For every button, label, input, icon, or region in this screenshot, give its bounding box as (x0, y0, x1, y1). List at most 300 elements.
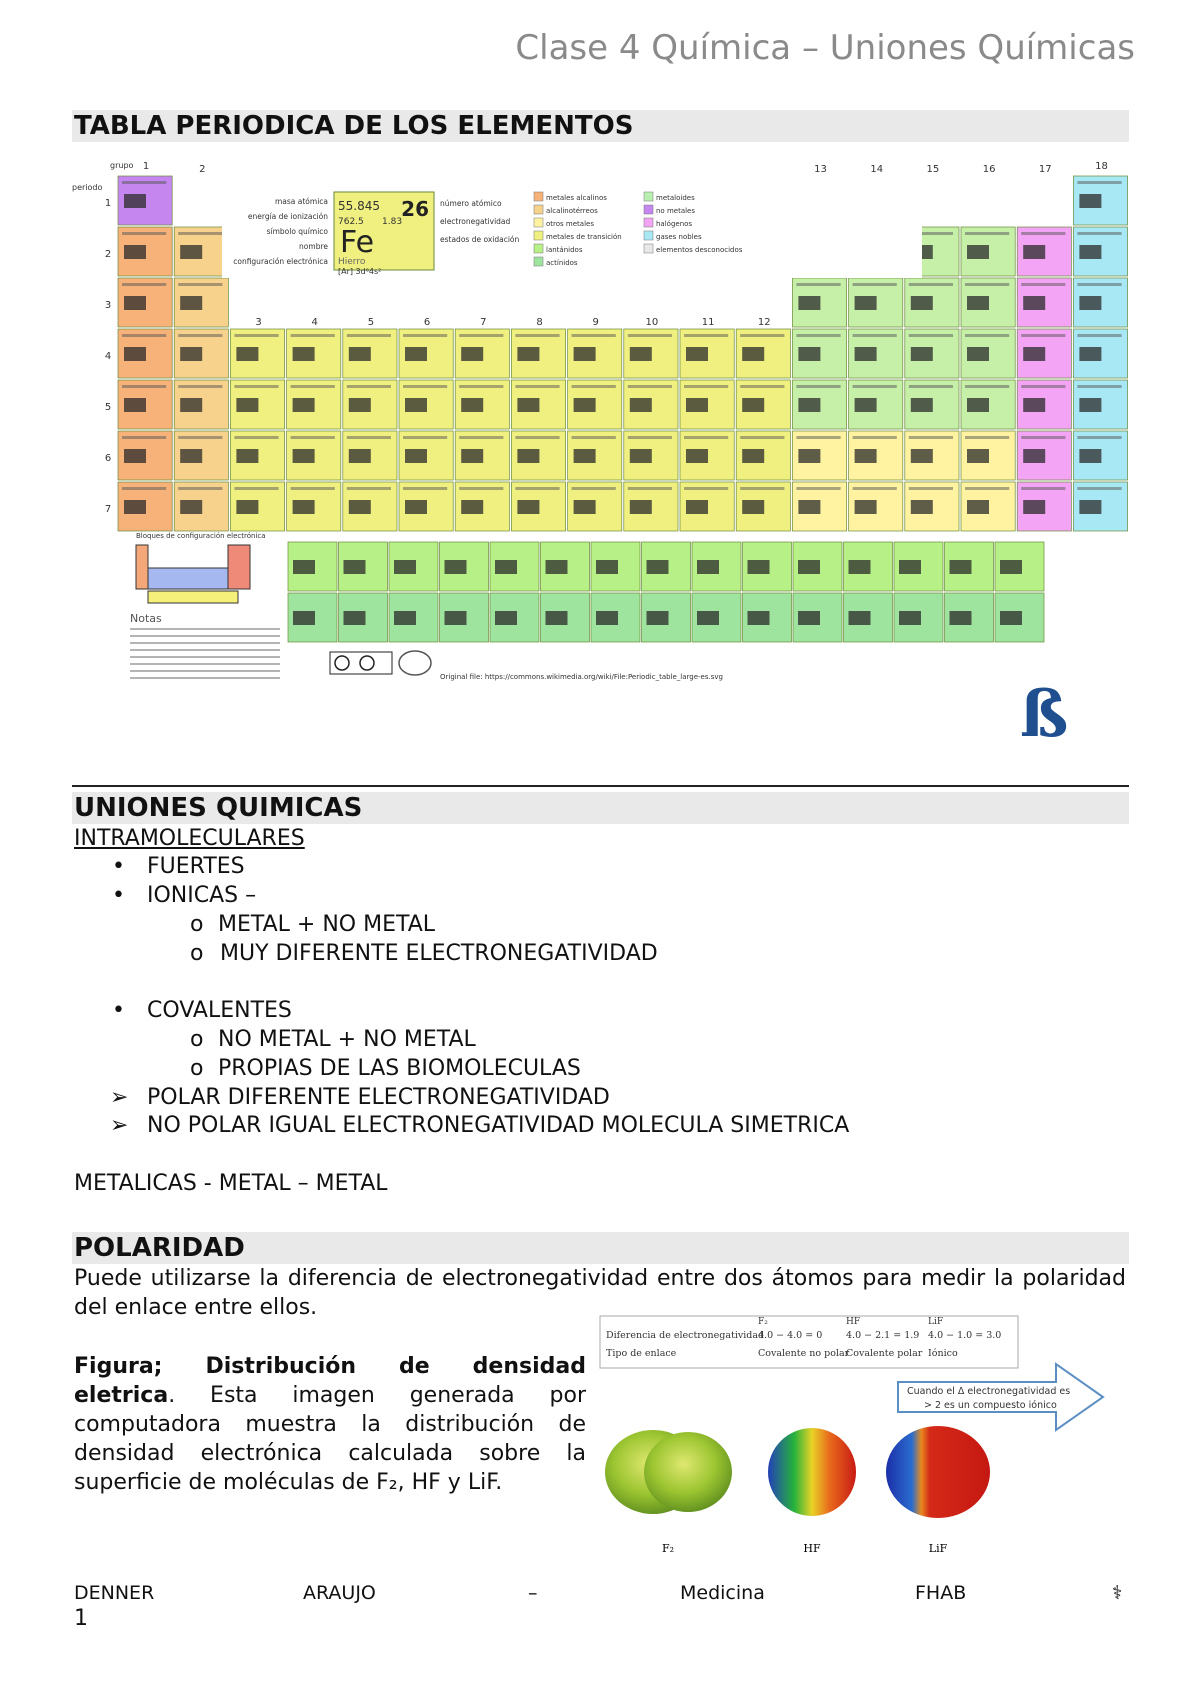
page-number: 1 (74, 1606, 88, 1631)
element-data-mark (234, 436, 278, 439)
note-line (130, 642, 280, 644)
period-number: 7 (104, 504, 112, 515)
note-line (130, 649, 280, 651)
element-data-mark (515, 334, 559, 337)
element-symbol-mark (686, 347, 708, 361)
block-s (136, 545, 148, 589)
element-symbol-mark (124, 449, 146, 463)
figure-caption-bold: Figura; Distribución de densidad eletrica (74, 1354, 586, 1408)
element-data-mark (459, 385, 503, 388)
element-symbol-mark (124, 398, 146, 412)
element-data-mark (740, 385, 784, 388)
group-number: 17 (1038, 164, 1052, 175)
footer-dash: – (528, 1582, 538, 1604)
legend-left-label: masa atómica (274, 197, 328, 206)
list-item-polar: POLAR DIFERENTE ELECTRONEGATIVIDAD (147, 1085, 610, 1110)
element-symbol-mark (236, 398, 258, 412)
f-block-symbol-mark (293, 560, 315, 574)
category-swatch (644, 244, 653, 253)
element-symbol-mark (405, 398, 427, 412)
element-data-mark (1077, 385, 1121, 388)
element-data-mark (572, 334, 616, 337)
periodic-table (72, 160, 1129, 780)
element-symbol-mark (967, 398, 989, 412)
notes-title: Notas (130, 612, 162, 625)
legend-fe-number: 26 (401, 197, 429, 221)
element-symbol-mark (124, 500, 146, 514)
element-data-mark (684, 334, 728, 337)
group-number: 4 (311, 317, 318, 328)
element-symbol-mark (124, 296, 146, 310)
element-data-mark (403, 334, 447, 337)
element-symbol-mark (967, 500, 989, 514)
element-data-mark (965, 385, 1009, 388)
element-data-mark (403, 385, 447, 388)
arrow-bullet-icon: ➢ (110, 1113, 129, 1138)
element-symbol-mark (461, 449, 483, 463)
element-symbol-mark (1023, 449, 1045, 463)
category-label: no metales (656, 207, 696, 215)
legend-fe-mass: 55.845 (338, 199, 380, 213)
element-data-mark (796, 334, 840, 337)
element-symbol-mark (630, 449, 652, 463)
element-data-mark (909, 385, 953, 388)
element-data-mark (178, 436, 222, 439)
element-data-mark (853, 283, 897, 286)
source-link: Original file: https://commons.wikimedia.org/wiki/File:Periodic_table_large-es.svg (440, 673, 723, 681)
period-number: 2 (104, 249, 112, 260)
category-label: elementos desconocidos (656, 246, 743, 254)
element-symbol-mark (911, 347, 933, 361)
footer-denner: DENNER (74, 1582, 155, 1604)
element-data-mark (684, 385, 728, 388)
element-data-mark (1021, 232, 1065, 235)
group-number: 14 (870, 164, 884, 175)
category-label: otros metales (546, 220, 594, 228)
f-block-symbol-mark (899, 560, 921, 574)
f-block-symbol-mark (647, 560, 669, 574)
element-data-mark (1077, 436, 1121, 439)
element-data-mark (459, 487, 503, 490)
list-item-muy-diferente: MUY DIFERENTE ELECTRONEGATIVIDAD (220, 941, 658, 966)
group-number: 8 (536, 317, 543, 328)
element-symbol-mark (349, 449, 371, 463)
figure-caption (74, 1352, 586, 1497)
element-symbol-mark (124, 245, 146, 259)
element-symbol-mark (855, 398, 877, 412)
section-heading-uniones: UNIONES QUIMICAS (72, 792, 1129, 824)
f-block-symbol-mark (798, 611, 820, 625)
legend-fe-energy: 762.5 (338, 217, 364, 227)
element-symbol-mark (742, 449, 764, 463)
en-table-type: Covalente polar (846, 1348, 923, 1359)
element-data-mark (459, 436, 503, 439)
element-data-mark (178, 334, 222, 337)
category-swatch (534, 257, 543, 266)
element-data-mark (572, 385, 616, 388)
period-number: 3 (104, 300, 112, 311)
document-title: Clase 4 Química – Uniones Químicas (515, 28, 1135, 68)
category-label: metaloides (656, 194, 695, 202)
element-data-mark (853, 487, 897, 490)
polaridad-intro: Puede utilizarse la diferencia de electronegatividad entre dos átomos para medir la polaridad del enlace entre ellos. (74, 1266, 1126, 1320)
group-number: 9 (592, 317, 599, 328)
group-number: 16 (982, 164, 996, 175)
element-symbol-mark (1079, 500, 1101, 514)
element-symbol-mark (293, 347, 315, 361)
group-number: 15 (926, 164, 940, 175)
element-symbol-mark (293, 449, 315, 463)
element-symbol-mark (742, 500, 764, 514)
list-item-nopolar: NO POLAR IGUAL ELECTRONEGATIVIDAD MOLECULA SIMETRICA (147, 1113, 850, 1138)
element-data-mark (347, 487, 391, 490)
element-data-mark (628, 385, 672, 388)
element-data-mark (1021, 487, 1065, 490)
f-block-symbol-mark (697, 611, 719, 625)
element-data-mark (459, 334, 503, 337)
arrow-text-1: Cuando el Δ electronegatividad es (907, 1386, 1071, 1397)
f-block-symbol-mark (1000, 611, 1022, 625)
element-data-mark (347, 385, 391, 388)
element-data-mark (122, 385, 166, 388)
f-block-symbol-mark (546, 560, 568, 574)
element-symbol-mark (180, 500, 202, 514)
f-block-symbol-mark (394, 611, 416, 625)
element-data-mark (1021, 436, 1065, 439)
f2-molecule-lobe (644, 1432, 732, 1512)
element-symbol-mark (124, 194, 146, 208)
category-label: alcalinotérreos (546, 207, 598, 215)
category-label: metales alcalinos (546, 194, 607, 202)
element-data-mark (853, 436, 897, 439)
element-symbol-mark (911, 398, 933, 412)
f-block-symbol-mark (647, 611, 669, 625)
group-number: 1 (142, 161, 150, 172)
element-symbol-mark (349, 347, 371, 361)
element-symbol-mark (461, 398, 483, 412)
element-symbol-mark (630, 398, 652, 412)
f-block-symbol-mark (950, 560, 972, 574)
f-block-symbol-mark (344, 611, 366, 625)
element-symbol-mark (1023, 347, 1045, 361)
f-block-symbol-mark (495, 611, 517, 625)
period-number: 6 (104, 453, 112, 464)
f-block-symbol-mark (495, 560, 517, 574)
list-item-ionicas: IONICAS – (147, 883, 257, 908)
legend-left-label: nombre (299, 242, 328, 251)
element-symbol-mark (236, 500, 258, 514)
legend-right-label: estados de oxidación (440, 235, 520, 244)
f-block-symbol-mark (1000, 560, 1022, 574)
element-symbol-mark (630, 347, 652, 361)
element-data-mark (796, 487, 840, 490)
element-symbol-mark (349, 500, 371, 514)
element-data-mark (178, 385, 222, 388)
element-symbol-mark (855, 347, 877, 361)
section-heading-tabla: TABLA PERIODICA DE LOS ELEMENTOS (72, 110, 1129, 142)
figure-caption-text: . Esta imagen generada por computadora muestra la distribución de densidad electrónica calculada sobre la superficie de moléculas de F₂, HF y LiF. (74, 1383, 586, 1495)
category-swatch (644, 205, 653, 214)
f-block-symbol-mark (293, 611, 315, 625)
f-block-symbol-mark (394, 560, 416, 574)
f-block-symbol-mark (950, 611, 972, 625)
bullet-circle: o (190, 941, 204, 966)
element-data-mark (1021, 385, 1065, 388)
list-item-covalentes: COVALENTES (147, 998, 292, 1023)
element-data-mark (178, 232, 222, 235)
bullet-circle: o (190, 1056, 204, 1081)
electron-density-figure (598, 1312, 1108, 1557)
element-symbol-mark (236, 449, 258, 463)
element-symbol-mark (180, 449, 202, 463)
en-table-type: Covalente no polar (758, 1348, 850, 1359)
en-table-frame (600, 1316, 1018, 1368)
f-block-symbol-mark (596, 560, 618, 574)
element-data-mark (122, 283, 166, 286)
legend-left-label: símbolo químico (266, 227, 328, 236)
footer-araujo: ARAUJO (303, 1582, 376, 1604)
element-data-mark (1077, 334, 1121, 337)
bloques-label: Bloques de configuración electrónica (136, 532, 266, 540)
element-symbol-mark (517, 347, 539, 361)
element-symbol-mark (1023, 500, 1045, 514)
cc-badge (330, 652, 392, 674)
category-label: metales de transición (546, 233, 622, 241)
element-symbol-mark (1023, 296, 1045, 310)
section-heading-polaridad: POLARIDAD (72, 1232, 1129, 1264)
period-number: 4 (104, 351, 112, 362)
category-swatch (644, 192, 653, 201)
legend-fe-en: 1.83 (382, 217, 403, 227)
element-symbol-mark (1023, 398, 1045, 412)
period-number: 5 (104, 402, 112, 413)
note-line (130, 677, 280, 679)
element-data-mark (740, 334, 784, 337)
element-data-mark (234, 487, 278, 490)
period-number: 1 (104, 198, 112, 209)
element-data-mark (122, 436, 166, 439)
element-data-mark (965, 283, 1009, 286)
element-symbol-mark (967, 245, 989, 259)
element-symbol-mark (686, 500, 708, 514)
en-table-row-label: Diferencia de electronegatividad (606, 1330, 765, 1341)
element-symbol-mark (180, 398, 202, 412)
mol-label-hf: HF (803, 1542, 821, 1555)
en-table-mol: HF (846, 1317, 861, 1327)
list-item-nometal-nometal: NO METAL + NO METAL (218, 1027, 476, 1052)
category-swatch (534, 192, 543, 201)
element-symbol-mark (798, 296, 820, 310)
element-data-mark (684, 487, 728, 490)
element-symbol-mark (1079, 245, 1101, 259)
element-symbol-mark (461, 500, 483, 514)
university-logo: ß (1019, 677, 1069, 752)
element-symbol-mark (574, 347, 596, 361)
element-data-mark (628, 436, 672, 439)
element-symbol-mark (517, 398, 539, 412)
element-data-mark (909, 334, 953, 337)
element-symbol-mark (124, 347, 146, 361)
f-block-symbol-mark (344, 560, 366, 574)
subheading-intramoleculares: INTRAMOLECULARES (74, 826, 305, 851)
element-symbol-mark (405, 500, 427, 514)
element-symbol-mark (293, 500, 315, 514)
element-data-mark (965, 334, 1009, 337)
element-symbol-mark (405, 449, 427, 463)
category-swatch (534, 218, 543, 227)
element-symbol-mark (461, 347, 483, 361)
element-data-mark (515, 436, 559, 439)
element-symbol-mark (574, 449, 596, 463)
element-data-mark (1077, 181, 1121, 184)
legend-fe-config: [Ar] 3d⁶4s² (338, 267, 382, 276)
element-symbol-mark (967, 296, 989, 310)
element-data-mark (1021, 283, 1065, 286)
en-table-type: Iónico (928, 1348, 958, 1359)
list-item-fuertes: FUERTES (147, 854, 245, 879)
en-table-mol: LiF (928, 1317, 944, 1327)
category-label: actínidos (546, 259, 578, 267)
element-symbol-mark (1023, 245, 1045, 259)
element-data-mark (234, 334, 278, 337)
element-symbol-mark (686, 398, 708, 412)
element-data-mark (178, 487, 222, 490)
element-symbol-mark (911, 500, 933, 514)
element-symbol-mark (1079, 347, 1101, 361)
group-number: 2 (199, 164, 206, 175)
element-data-mark (796, 436, 840, 439)
f-block-symbol-mark (899, 611, 921, 625)
category-swatch (534, 231, 543, 240)
element-symbol-mark (349, 398, 371, 412)
element-data-mark (740, 436, 784, 439)
note-line (130, 656, 280, 658)
block-f (148, 591, 238, 603)
element-data-mark (909, 487, 953, 490)
legend-left-label: configuración electrónica (233, 257, 328, 266)
element-symbol-mark (517, 449, 539, 463)
en-table-mol: F₂ (758, 1317, 768, 1327)
bullet-dot: • (112, 998, 125, 1023)
arrow-text-2: > 2 es un compuesto iónico (924, 1400, 1057, 1411)
element-data-mark (740, 487, 784, 490)
element-data-mark (1021, 334, 1065, 337)
element-data-mark (628, 487, 672, 490)
f-block-symbol-mark (849, 611, 871, 625)
element-data-mark (291, 487, 335, 490)
element-data-mark (628, 334, 672, 337)
element-data-mark (122, 232, 166, 235)
bullet-circle: o (190, 912, 204, 937)
element-data-mark (347, 436, 391, 439)
note-line (130, 635, 280, 637)
footer-medicina: Medicina (680, 1582, 765, 1604)
element-data-mark (291, 385, 335, 388)
group-number: 7 (480, 317, 487, 328)
grupo-label: grupo (110, 161, 134, 170)
element-symbol-mark (180, 245, 202, 259)
element-symbol-mark (1079, 398, 1101, 412)
category-label: halógenos (656, 220, 693, 228)
legend-left-label: energía de ionización (247, 212, 328, 221)
element-data-mark (965, 487, 1009, 490)
element-data-mark (796, 283, 840, 286)
element-data-mark (965, 436, 1009, 439)
element-symbol-mark (742, 398, 764, 412)
element-symbol-mark (236, 347, 258, 361)
group-number: 18 (1095, 161, 1108, 172)
element-data-mark (796, 385, 840, 388)
group-number: 12 (757, 317, 771, 328)
element-symbol-mark (517, 500, 539, 514)
element-data-mark (1077, 487, 1121, 490)
arrow-bullet-icon: ➢ (110, 1085, 129, 1110)
element-data-mark (515, 487, 559, 490)
element-symbol-mark (293, 398, 315, 412)
legend-right-label: electronegatividad (440, 217, 511, 226)
f-block-symbol-mark (546, 611, 568, 625)
footer-caduceus-icon: ⚕ (1112, 1582, 1123, 1604)
metalicas-line: METALICAS - METAL – METAL (74, 1171, 388, 1196)
periodo-label: periodo (72, 183, 103, 192)
group-number: 13 (814, 164, 827, 175)
category-swatch (644, 218, 653, 227)
note-line (130, 670, 280, 672)
element-symbol-mark (967, 347, 989, 361)
block-d (148, 568, 228, 589)
bullet-circle: o (190, 1027, 204, 1052)
legend-right-label: número atómico (440, 199, 502, 208)
en-table-row-label: Tipo de enlace (606, 1348, 677, 1359)
element-data-mark (403, 487, 447, 490)
element-data-mark (122, 181, 166, 184)
element-data-mark (909, 436, 953, 439)
element-data-mark (853, 334, 897, 337)
element-symbol-mark (180, 347, 202, 361)
hf-molecule (768, 1428, 856, 1516)
category-swatch (534, 244, 543, 253)
category-swatch (644, 231, 653, 240)
element-symbol-mark (798, 347, 820, 361)
element-data-mark (909, 283, 953, 286)
en-table-diff: 4.0 − 4.0 = 0 (758, 1330, 823, 1341)
f-block-symbol-mark (849, 560, 871, 574)
element-data-mark (122, 334, 166, 337)
copyleft-icon (399, 651, 431, 675)
f-block-symbol-mark (748, 560, 770, 574)
element-data-mark (572, 436, 616, 439)
group-number: 10 (645, 317, 659, 328)
element-symbol-mark (574, 398, 596, 412)
bullet-dot: • (112, 883, 125, 908)
element-data-mark (572, 487, 616, 490)
element-data-mark (1077, 232, 1121, 235)
list-item-metal-nometal: METAL + NO METAL (218, 912, 436, 937)
element-symbol-mark (798, 398, 820, 412)
f-block-symbol-mark (748, 611, 770, 625)
element-symbol-mark (686, 449, 708, 463)
element-symbol-mark (1079, 296, 1101, 310)
element-symbol-mark (574, 500, 596, 514)
mol-label-f2: F₂ (661, 1542, 675, 1555)
element-symbol-mark (855, 449, 877, 463)
block-p (228, 545, 250, 589)
element-symbol-mark (1079, 194, 1101, 208)
group-number: 5 (367, 317, 375, 328)
f-block-symbol-mark (697, 560, 719, 574)
f-block-symbol-mark (445, 560, 467, 574)
element-symbol-mark (405, 347, 427, 361)
